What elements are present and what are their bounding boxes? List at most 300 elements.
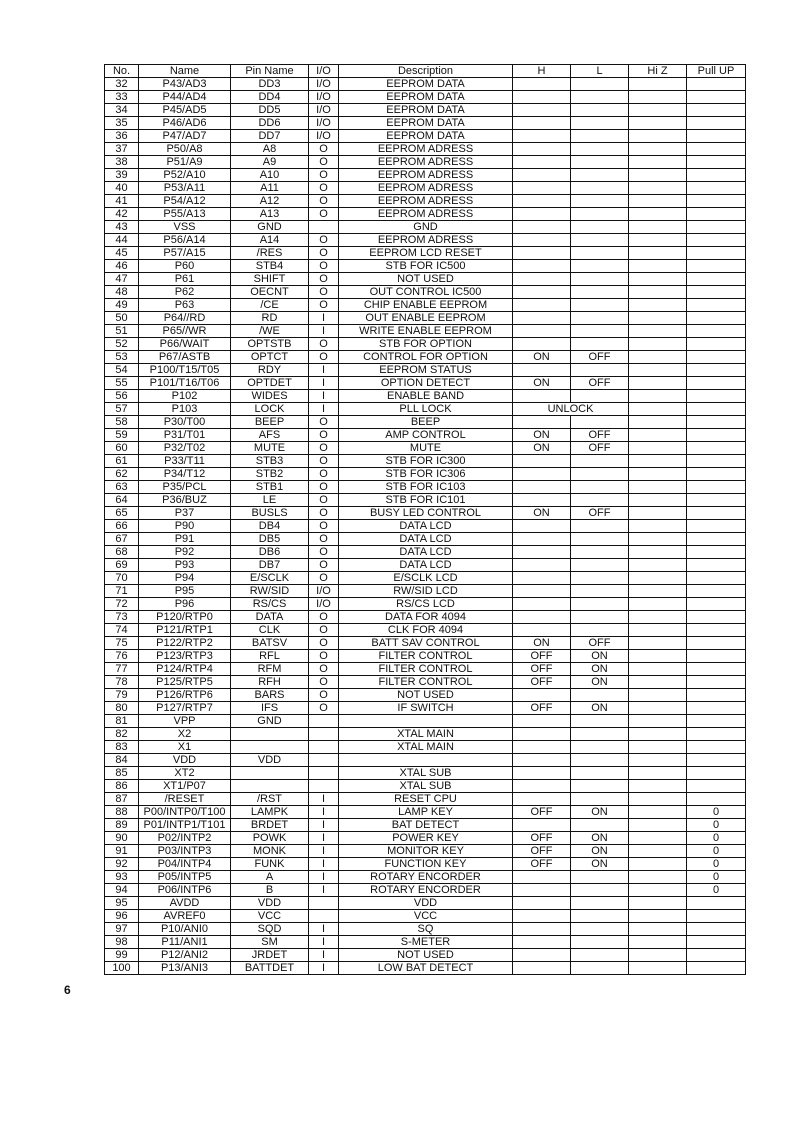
- cell-description: STB FOR IC101: [339, 494, 513, 507]
- cell-description: FILTER CONTROL: [339, 663, 513, 676]
- cell-h: [513, 416, 571, 429]
- cell-description: STB FOR IC103: [339, 481, 513, 494]
- cell-no: 38: [105, 156, 139, 169]
- cell-name: P67/ASTB: [139, 351, 231, 364]
- cell-h: [513, 871, 571, 884]
- cell-h: [513, 364, 571, 377]
- cell-l: [571, 195, 629, 208]
- cell-name: P126/RTP6: [139, 689, 231, 702]
- cell-name: P120/RTP0: [139, 611, 231, 624]
- cell-name: P63: [139, 299, 231, 312]
- cell-name: P60: [139, 260, 231, 273]
- cell-no: 83: [105, 741, 139, 754]
- cell-description: E/SCLK LCD: [339, 572, 513, 585]
- table-row: [105, 533, 746, 546]
- cell-no: 73: [105, 611, 139, 624]
- cell-name: P06/INTP6: [139, 884, 231, 897]
- cell-hi-z: [629, 962, 687, 975]
- cell-io: I/O: [309, 130, 339, 143]
- cell-name: P35/PCL: [139, 481, 231, 494]
- cell-pin-name: /WE: [231, 325, 309, 338]
- cell-no: 46: [105, 260, 139, 273]
- header-name: Name: [139, 65, 231, 78]
- cell-h: [513, 78, 571, 91]
- cell-pin-name: DB7: [231, 559, 309, 572]
- cell-pull-up: [687, 156, 746, 169]
- cell-io: I: [309, 403, 339, 416]
- table-row: [105, 481, 746, 494]
- cell-no: 34: [105, 104, 139, 117]
- cell-pin-name: [231, 767, 309, 780]
- cell-pull-up: [687, 299, 746, 312]
- cell-name: P47/AD7: [139, 130, 231, 143]
- cell-pull-up: [687, 663, 746, 676]
- cell-hi-z: [629, 273, 687, 286]
- table-row: [105, 767, 746, 780]
- cell-no: 49: [105, 299, 139, 312]
- cell-no: 41: [105, 195, 139, 208]
- cell-l: [571, 949, 629, 962]
- cell-io: O: [309, 182, 339, 195]
- header-no: No.: [105, 65, 139, 78]
- cell-h: [513, 949, 571, 962]
- cell-hi-z: [629, 429, 687, 442]
- cell-no: 85: [105, 767, 139, 780]
- table-row: [105, 91, 746, 104]
- cell-l: [571, 117, 629, 130]
- cell-pin-name: DD4: [231, 91, 309, 104]
- cell-pin-name: SM: [231, 936, 309, 949]
- cell-hi-z: [629, 351, 687, 364]
- cell-hi-z: [629, 585, 687, 598]
- cell-io: I/O: [309, 91, 339, 104]
- cell-description: WRITE ENABLE EEPROM: [339, 325, 513, 338]
- cell-no: 79: [105, 689, 139, 702]
- cell-pin-name: A11: [231, 182, 309, 195]
- cell-io: I/O: [309, 598, 339, 611]
- cell-pull-up: [687, 572, 746, 585]
- cell-description: EEPROM DATA: [339, 130, 513, 143]
- table-row: [105, 455, 746, 468]
- cell-name: P45/AD5: [139, 104, 231, 117]
- cell-pin-name: RFH: [231, 676, 309, 689]
- cell-description: EEPROM DATA: [339, 91, 513, 104]
- cell-hi-z: [629, 312, 687, 325]
- cell-h: [513, 819, 571, 832]
- cell-pull-up: [687, 897, 746, 910]
- cell-pin-name: RFM: [231, 663, 309, 676]
- cell-description: DATA LCD: [339, 559, 513, 572]
- table-row: [105, 741, 746, 754]
- cell-description: IF SWITCH: [339, 702, 513, 715]
- cell-io: I: [309, 364, 339, 377]
- cell-hi-z: [629, 689, 687, 702]
- cell-name: P46/AD6: [139, 117, 231, 130]
- cell-no: 36: [105, 130, 139, 143]
- cell-pin-name: RW/SID: [231, 585, 309, 598]
- cell-hi-z: [629, 546, 687, 559]
- cell-name: P00/INTP0/T100: [139, 806, 231, 819]
- cell-h: OFF: [513, 858, 571, 871]
- cell-pin-name: DB6: [231, 546, 309, 559]
- table-row: [105, 845, 746, 858]
- table-row: [105, 169, 746, 182]
- cell-h: ON: [513, 637, 571, 650]
- cell-name: P123/RTP3: [139, 650, 231, 663]
- cell-name: P13/ANI3: [139, 962, 231, 975]
- cell-h: [513, 338, 571, 351]
- cell-l: [571, 234, 629, 247]
- cell-hi-z: [629, 143, 687, 156]
- cell-pin-name: STB4: [231, 260, 309, 273]
- cell-l: [571, 169, 629, 182]
- table-row: [105, 234, 746, 247]
- pin-rows: [105, 78, 746, 975]
- cell-hi-z: [629, 676, 687, 689]
- cell-pull-up: [687, 715, 746, 728]
- cell-description: MUTE: [339, 442, 513, 455]
- cell-pin-name: /RES: [231, 247, 309, 260]
- cell-io: O: [309, 299, 339, 312]
- table-row: [105, 403, 746, 416]
- cell-name: P90: [139, 520, 231, 533]
- cell-no: 87: [105, 793, 139, 806]
- cell-description: ROTARY ENCORDER: [339, 884, 513, 897]
- cell-hi-z: [629, 845, 687, 858]
- cell-name: P91: [139, 533, 231, 546]
- cell-io: O: [309, 416, 339, 429]
- cell-name: P53/A11: [139, 182, 231, 195]
- cell-io: O: [309, 637, 339, 650]
- cell-io: [309, 741, 339, 754]
- cell-pull-up: [687, 364, 746, 377]
- cell-h: [513, 572, 571, 585]
- cell-no: 71: [105, 585, 139, 598]
- cell-l: ON: [571, 806, 629, 819]
- cell-pin-name: B: [231, 884, 309, 897]
- cell-pull-up: [687, 260, 746, 273]
- cell-io: [309, 897, 339, 910]
- cell-pin-name: BATTDET: [231, 962, 309, 975]
- cell-h: [513, 741, 571, 754]
- table-row: [105, 494, 746, 507]
- cell-no: 91: [105, 845, 139, 858]
- table-row: [105, 429, 746, 442]
- cell-l: [571, 455, 629, 468]
- cell-pull-up: [687, 546, 746, 559]
- cell-pin-name: BUSLS: [231, 507, 309, 520]
- cell-name: P11/ANI1: [139, 936, 231, 949]
- cell-hi-z: [629, 884, 687, 897]
- cell-description: [339, 715, 513, 728]
- cell-description: BEEP: [339, 416, 513, 429]
- cell-h: UNLOCK: [513, 403, 629, 416]
- cell-no: 96: [105, 910, 139, 923]
- cell-pull-up: [687, 455, 746, 468]
- cell-l: [571, 299, 629, 312]
- cell-l: [571, 156, 629, 169]
- cell-description: S-METER: [339, 936, 513, 949]
- table-row: [105, 572, 746, 585]
- cell-l: [571, 273, 629, 286]
- table-row: [105, 754, 746, 767]
- cell-l: [571, 598, 629, 611]
- cell-io: O: [309, 494, 339, 507]
- cell-h: [513, 169, 571, 182]
- cell-name: P12/ANI2: [139, 949, 231, 962]
- cell-name: P01/INTP1/T101: [139, 819, 231, 832]
- cell-hi-z: [629, 806, 687, 819]
- cell-pull-up: [687, 741, 746, 754]
- cell-pin-name: DD5: [231, 104, 309, 117]
- cell-pull-up: [687, 169, 746, 182]
- cell-pull-up: [687, 780, 746, 793]
- cell-no: 81: [105, 715, 139, 728]
- cell-h: [513, 390, 571, 403]
- cell-pin-name: [231, 728, 309, 741]
- cell-pull-up: [687, 338, 746, 351]
- cell-pull-up: [687, 416, 746, 429]
- table-row: [105, 247, 746, 260]
- cell-pull-up: [687, 403, 746, 416]
- cell-pin-name: A14: [231, 234, 309, 247]
- cell-description: [339, 754, 513, 767]
- cell-io: O: [309, 624, 339, 637]
- table-row: [105, 286, 746, 299]
- cell-io: I: [309, 806, 339, 819]
- cell-description: STB FOR OPTION: [339, 338, 513, 351]
- cell-h: [513, 962, 571, 975]
- table-row: [105, 806, 746, 819]
- header-pull-up: Pull UP: [687, 65, 746, 78]
- cell-pull-up: [687, 676, 746, 689]
- cell-pull-up: [687, 962, 746, 975]
- cell-h: [513, 104, 571, 117]
- cell-io: O: [309, 611, 339, 624]
- cell-io: [309, 221, 339, 234]
- cell-no: 84: [105, 754, 139, 767]
- cell-description: RS/CS LCD: [339, 598, 513, 611]
- cell-pull-up: [687, 520, 746, 533]
- cell-hi-z: [629, 91, 687, 104]
- cell-l: [571, 182, 629, 195]
- header-hi-z: Hi Z: [629, 65, 687, 78]
- cell-io: O: [309, 481, 339, 494]
- cell-name: P121/RTP1: [139, 624, 231, 637]
- cell-name: P125/RTP5: [139, 676, 231, 689]
- cell-name: P93: [139, 559, 231, 572]
- cell-description: BATT SAV CONTROL: [339, 637, 513, 650]
- cell-l: [571, 468, 629, 481]
- cell-l: [571, 364, 629, 377]
- cell-description: SQ: [339, 923, 513, 936]
- table-row: [105, 416, 746, 429]
- cell-no: 35: [105, 117, 139, 130]
- cell-io: I: [309, 377, 339, 390]
- cell-pin-name: RFL: [231, 650, 309, 663]
- cell-io: I/O: [309, 117, 339, 130]
- cell-name: P05/INTP5: [139, 871, 231, 884]
- cell-description: NOT USED: [339, 689, 513, 702]
- cell-description: DATA FOR 4094: [339, 611, 513, 624]
- table-row: [105, 338, 746, 351]
- cell-l: [571, 520, 629, 533]
- cell-pin-name: GND: [231, 221, 309, 234]
- cell-pin-name: [231, 780, 309, 793]
- cell-no: 98: [105, 936, 139, 949]
- cell-pull-up: [687, 312, 746, 325]
- cell-io: I: [309, 871, 339, 884]
- cell-pull-up: [687, 949, 746, 962]
- cell-no: 52: [105, 338, 139, 351]
- cell-hi-z: [629, 130, 687, 143]
- cell-h: [513, 299, 571, 312]
- cell-io: O: [309, 286, 339, 299]
- cell-pin-name: STB3: [231, 455, 309, 468]
- cell-name: X2: [139, 728, 231, 741]
- cell-io: I: [309, 793, 339, 806]
- cell-pull-up: [687, 247, 746, 260]
- cell-name: X1: [139, 741, 231, 754]
- cell-l: [571, 754, 629, 767]
- cell-no: 47: [105, 273, 139, 286]
- cell-name: VPP: [139, 715, 231, 728]
- cell-hi-z: [629, 910, 687, 923]
- cell-l: ON: [571, 845, 629, 858]
- cell-no: 93: [105, 871, 139, 884]
- cell-pull-up: [687, 624, 746, 637]
- cell-name: P61: [139, 273, 231, 286]
- cell-l: [571, 247, 629, 260]
- cell-pull-up: [687, 91, 746, 104]
- cell-pull-up: [687, 117, 746, 130]
- cell-no: 94: [105, 884, 139, 897]
- cell-hi-z: [629, 728, 687, 741]
- cell-l: [571, 260, 629, 273]
- cell-l: [571, 728, 629, 741]
- cell-no: 97: [105, 923, 139, 936]
- cell-description: XTAL SUB: [339, 767, 513, 780]
- cell-pull-up: [687, 195, 746, 208]
- cell-description: MONITOR KEY: [339, 845, 513, 858]
- cell-hi-z: [629, 507, 687, 520]
- cell-description: DATA LCD: [339, 520, 513, 533]
- cell-hi-z: [629, 377, 687, 390]
- cell-hi-z: [629, 923, 687, 936]
- cell-description: VDD: [339, 897, 513, 910]
- cell-io: O: [309, 572, 339, 585]
- cell-pin-name: BATSV: [231, 637, 309, 650]
- cell-h: [513, 143, 571, 156]
- cell-no: 100: [105, 962, 139, 975]
- cell-description: CLK FOR 4094: [339, 624, 513, 637]
- table-row: [105, 871, 746, 884]
- cell-name: P02/INTP2: [139, 832, 231, 845]
- page-number: 6: [64, 983, 71, 997]
- cell-description: XTAL MAIN: [339, 741, 513, 754]
- cell-h: [513, 689, 571, 702]
- cell-description: OUT ENABLE EEPROM: [339, 312, 513, 325]
- cell-hi-z: [629, 871, 687, 884]
- cell-h: [513, 520, 571, 533]
- cell-h: [513, 585, 571, 598]
- cell-h: [513, 130, 571, 143]
- cell-pin-name: A9: [231, 156, 309, 169]
- cell-hi-z: [629, 611, 687, 624]
- cell-pull-up: [687, 273, 746, 286]
- table-row: [105, 884, 746, 897]
- cell-name: P103: [139, 403, 231, 416]
- cell-description: OPTION DETECT: [339, 377, 513, 390]
- header-h: H: [513, 65, 571, 78]
- cell-no: 61: [105, 455, 139, 468]
- cell-description: EEPROM ADRESS: [339, 234, 513, 247]
- cell-no: 40: [105, 182, 139, 195]
- cell-l: [571, 767, 629, 780]
- table-row: [105, 897, 746, 910]
- cell-description: BAT DETECT: [339, 819, 513, 832]
- cell-pin-name: CLK: [231, 624, 309, 637]
- cell-pull-up: [687, 390, 746, 403]
- cell-no: 54: [105, 364, 139, 377]
- cell-description: FILTER CONTROL: [339, 650, 513, 663]
- cell-no: 68: [105, 546, 139, 559]
- cell-name: P37: [139, 507, 231, 520]
- cell-h: ON: [513, 351, 571, 364]
- cell-hi-z: [629, 416, 687, 429]
- cell-pin-name: A12: [231, 195, 309, 208]
- cell-h: OFF: [513, 806, 571, 819]
- cell-io: O: [309, 208, 339, 221]
- table-row: [105, 949, 746, 962]
- cell-hi-z: [629, 533, 687, 546]
- cell-hi-z: [629, 169, 687, 182]
- cell-description: BUSY LED CONTROL: [339, 507, 513, 520]
- cell-no: 56: [105, 390, 139, 403]
- cell-description: DATA LCD: [339, 546, 513, 559]
- cell-hi-z: [629, 234, 687, 247]
- cell-pull-up: [687, 689, 746, 702]
- cell-io: [309, 715, 339, 728]
- cell-h: ON: [513, 429, 571, 442]
- cell-pin-name: A: [231, 871, 309, 884]
- cell-description: EEPROM ADRESS: [339, 208, 513, 221]
- cell-name: P54/A12: [139, 195, 231, 208]
- cell-pull-up: 0: [687, 858, 746, 871]
- cell-hi-z: [629, 195, 687, 208]
- table-row: [105, 858, 746, 871]
- cell-h: [513, 468, 571, 481]
- cell-h: [513, 312, 571, 325]
- cell-h: [513, 286, 571, 299]
- cell-description: FUNCTION KEY: [339, 858, 513, 871]
- cell-io: O: [309, 429, 339, 442]
- cell-pull-up: [687, 650, 746, 663]
- cell-name: P31/T01: [139, 429, 231, 442]
- cell-l: [571, 325, 629, 338]
- cell-no: 75: [105, 637, 139, 650]
- cell-name: P65//WR: [139, 325, 231, 338]
- cell-l: [571, 819, 629, 832]
- cell-pin-name: BRDET: [231, 819, 309, 832]
- cell-io: [309, 767, 339, 780]
- header-row: [105, 65, 746, 78]
- table-row: [105, 728, 746, 741]
- cell-io: O: [309, 156, 339, 169]
- cell-io: [309, 780, 339, 793]
- cell-description: EEPROM DATA: [339, 104, 513, 117]
- cell-no: 82: [105, 728, 139, 741]
